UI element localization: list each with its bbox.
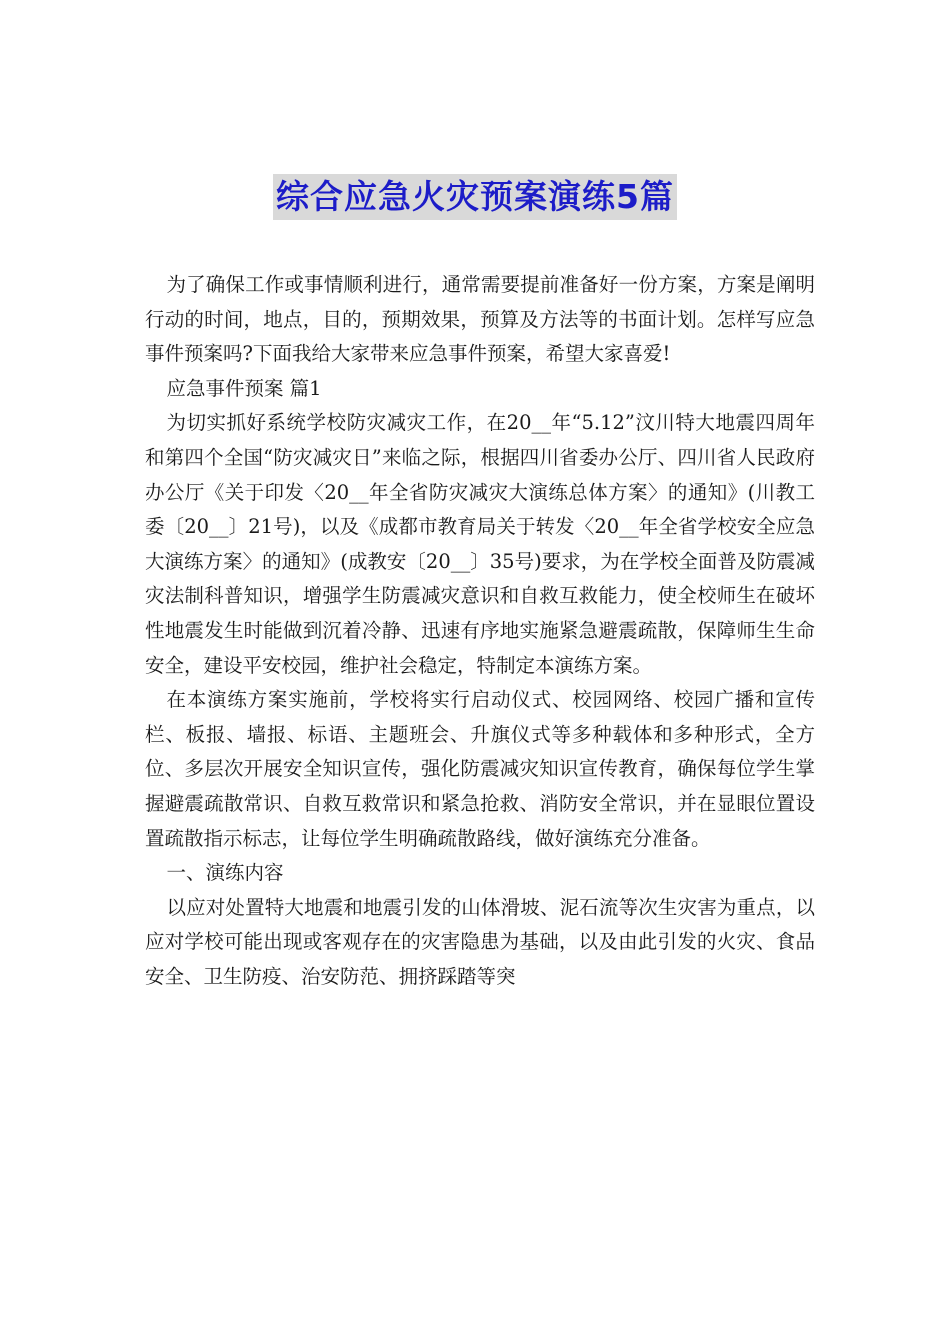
section-heading-plan-1: 应急事件预案 篇1 [166,376,322,400]
section-heading-drill-content: 一、演练内容 [166,861,284,885]
document-body [145,268,815,994]
document-title: 综合应急火灾预案演练5篇 [273,174,677,220]
body-paragraph: 在本演练方案实施前，学校将实行启动仪式、校园网络、校园广播和宣传栏、板报、墙报、标语、主题班会、升旗仪式等多种载体和多种形式，全方位、多层次开展安全知识宣传，强化防震减灾知识宣传教育，确保每位学生掌握避震疏散常识、自救互救常识和紧急抢救、消防安全常识，并在显眼位置设置疏散指示标志，让每位学生明确疏散路线，做好演练充分准备。 [145,688,815,850]
body-paragraph: 为切实抓好系统学校防灾减灾工作，在20__年“5.12”汶川特大地震四周年和第四个全国“防灾减灾日”来临之际，根据四川省委办公厅、四川省人民政府办公厅《关于印发〈20__年全省防灾减灾大演练总体方案〉的通知》(川教工委〔20__〕21号)，以及《成都市教育局关于转发〈20__年全省学校安全应急大演练方案〉的通知》(成教安〔20__〕35号)要求，为在学校全面普及防震减灾法制科普知识，增强学生防震减灾意识和自救互救能力，使全校师生在破坏性地震发生时能做到沉着冷静、迅速有序地实施紧急避震疏散，保障师生生命安全，建设平安校园，维护社会稳定，特制定本演练方案。 [145,411,815,677]
body-paragraph: 以应对处置特大地震和地震引发的山体滑坡、泥石流等次生灾害为重点，以应对学校可能出现或客观存在的灾害隐患为基础，以及由此引发的火灾、食品安全、卫生防疫、治安防范、拥挤踩踏等突 [145,895,815,988]
intro-paragraph: 为了确保工作或事情顺利进行，通常需要提前准备好一份方案，方案是阐明行动的时间，地点，目的，预期效果，预算及方法等的书面计划。怎样写应急事件预案吗?下面我给大家带来应急事件预案，希望大家喜爱! [145,273,815,366]
title-container [0,174,950,220]
